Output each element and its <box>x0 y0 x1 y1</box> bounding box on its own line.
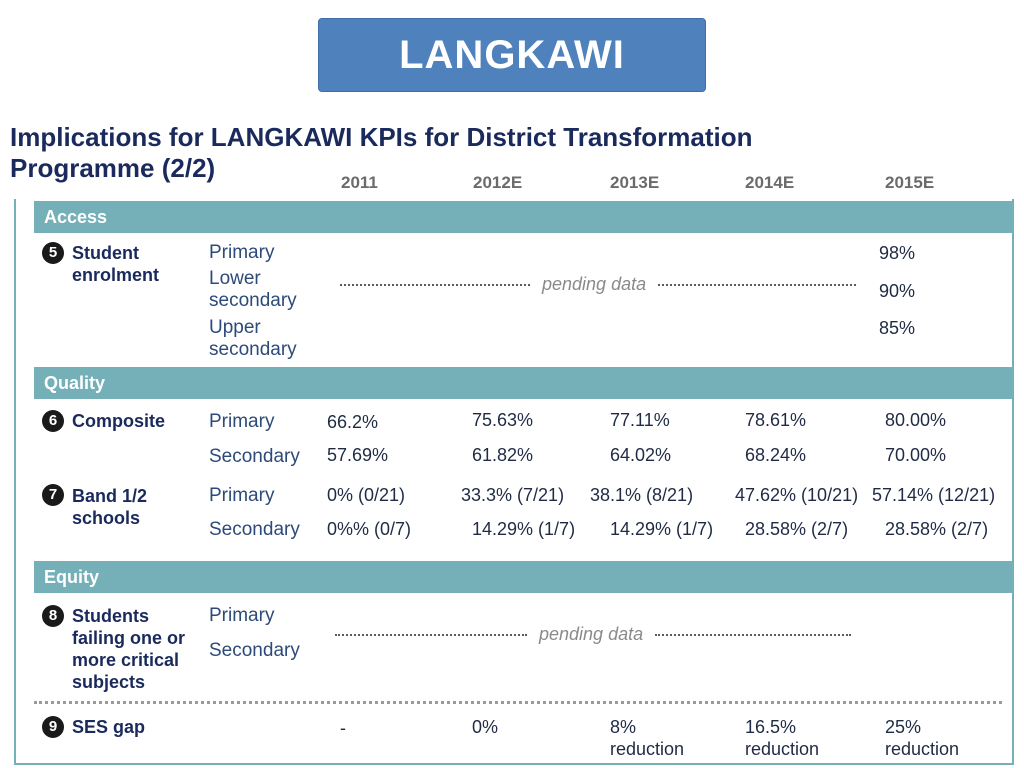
band-secondary-2013e: 14.29% (1/7) <box>610 519 714 539</box>
kpi-number-8: 8 <box>42 605 64 627</box>
kpi-number-9: 9 <box>42 716 64 738</box>
ses-suffix: reduction <box>610 739 685 759</box>
kpi-number-7: 7 <box>42 484 64 506</box>
band-secondary-2012e: 14.29% (1/7) <box>472 519 576 539</box>
pending-data-failing <box>335 624 851 645</box>
composite-secondary-2015e: 70.00% <box>885 445 947 465</box>
kpi-label-student-enrolment <box>72 242 159 286</box>
row-label-primary: Primary <box>209 411 275 432</box>
row-label-lower-secondary: Lower secondary <box>209 268 297 311</box>
page-heading: Implications for LANGKAWI KPIs for District Transformation Programme (2/2) <box>10 122 753 183</box>
composite-secondary-2012e: 61.82% <box>472 445 534 465</box>
dotted-line <box>340 284 530 286</box>
composite-primary-2012e: 75.63% <box>472 410 534 430</box>
composite-secondary-2013e: 64.02% <box>610 445 672 465</box>
title-banner <box>318 18 706 92</box>
pending-data-label: pending data <box>542 274 647 294</box>
section-label-equity: Equity <box>44 567 100 587</box>
dotted-line <box>658 284 856 286</box>
section-label-access: Access <box>44 207 108 227</box>
ses-suffix: reduction <box>885 739 960 759</box>
kpi-label-line: more critical <box>72 650 180 670</box>
year-header <box>0 173 1024 195</box>
band-secondary-2014e: 28.58% (2/7) <box>745 519 849 539</box>
target-2015-upper-secondary: 85% <box>879 318 916 338</box>
ses-value: 25% <box>885 717 922 737</box>
kpi-label-line: schools <box>72 508 141 528</box>
composite-primary-2014e: 78.61% <box>745 410 807 430</box>
kpi-label-line: subjects <box>72 672 146 692</box>
kpi-label-students-failing <box>72 605 185 693</box>
kpi-number-6: 6 <box>42 410 64 432</box>
band-secondary-2015e: 28.58% (2/7) <box>885 519 989 539</box>
row-label-secondary: Secondary <box>209 640 300 661</box>
ses-suffix: reduction <box>745 739 820 759</box>
year-2014e: 2014E <box>745 173 795 192</box>
ses-value: 16.5% <box>745 717 797 737</box>
ses-value: 8% <box>610 717 637 737</box>
composite-primary-2011: 66.2% <box>327 412 379 432</box>
section-bar-quality <box>34 367 1014 399</box>
ses-2014e <box>745 716 819 760</box>
year-2013e: 2013E <box>610 173 660 192</box>
section-label-quality: Quality <box>44 373 106 393</box>
ses-2013e <box>610 716 684 760</box>
band-primary-2011: 0% (0/21) <box>327 485 406 505</box>
kpi-label-line: enrolment <box>72 265 160 285</box>
band-primary-2015e: 57.14% (12/21) <box>872 485 996 505</box>
band-primary-2013e: 38.1% (8/21) <box>590 485 694 505</box>
pending-data-label: pending data <box>539 624 644 644</box>
kpi-label-ses-gap: SES gap <box>72 717 146 737</box>
target-2015-primary: 98% <box>879 243 916 263</box>
composite-primary-2015e: 80.00% <box>885 410 947 430</box>
kpi-label-band-schools <box>72 485 147 529</box>
pending-data-enrolment <box>340 274 856 295</box>
composite-secondary-2014e: 68.24% <box>745 445 807 465</box>
kpi-number-5: 5 <box>42 242 64 264</box>
ses-2011: - <box>340 718 346 738</box>
kpi-label-line: failing one or <box>72 628 186 648</box>
band-primary-2014e: 47.62% (10/21) <box>735 485 859 505</box>
composite-primary-2013e: 77.11% <box>610 410 670 430</box>
row-label-primary: Primary <box>209 485 275 506</box>
ses-2012e: 0% <box>472 717 499 737</box>
dotted-line <box>655 634 851 636</box>
section-bar-equity <box>34 561 1014 593</box>
kpi-label-line: Student <box>72 243 139 263</box>
row-label-secondary: Secondary <box>209 446 300 467</box>
composite-secondary-2011: 57.69% <box>327 445 389 465</box>
kpi-label-line: Students <box>72 606 150 626</box>
year-2015e: 2015E <box>885 173 935 192</box>
row-label-secondary: Secondary <box>209 519 300 540</box>
ses-2015e <box>885 716 959 760</box>
year-2011: 2011 <box>341 173 378 192</box>
target-2015-lower-secondary: 90% <box>879 281 916 301</box>
row-divider <box>34 701 1002 704</box>
row-label-upper-secondary: Upper secondary <box>209 317 297 360</box>
band-secondary-2011: 0%% (0/7) <box>327 519 412 539</box>
section-bar-access <box>34 201 1014 233</box>
kpi-label-composite: Composite <box>72 411 166 431</box>
year-2012e: 2012E <box>473 173 523 192</box>
dotted-line <box>335 634 527 636</box>
band-primary-2012e: 33.3% (7/21) <box>461 485 565 505</box>
row-label-primary: Primary <box>209 605 275 626</box>
row-label-primary: Primary <box>209 242 275 263</box>
kpi-label-line: Band 1/2 <box>72 486 148 506</box>
banner-title: LANGKAWI <box>399 32 625 77</box>
